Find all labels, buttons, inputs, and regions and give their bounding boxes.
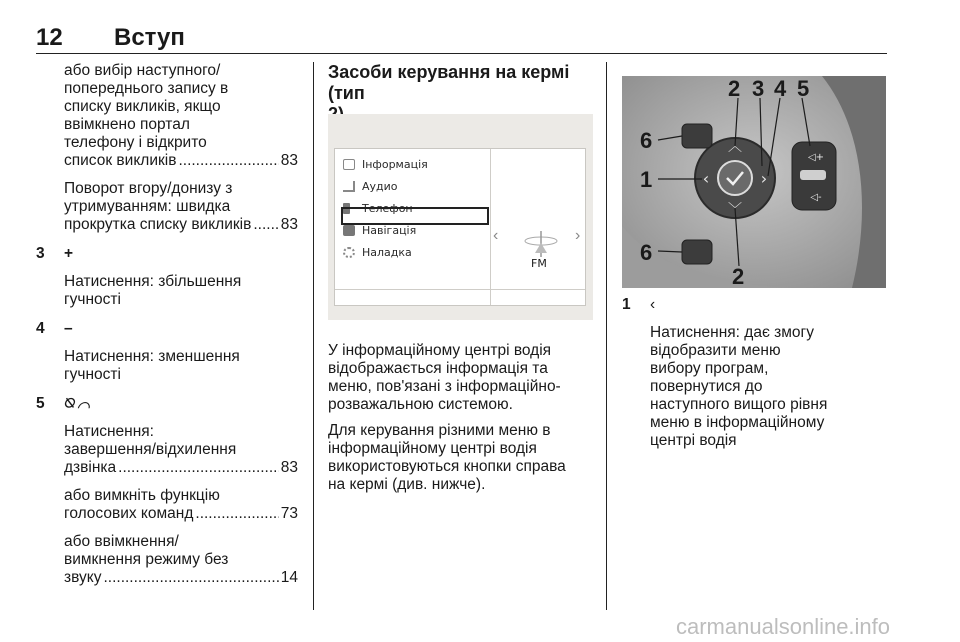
svg-text:◁-: ◁- [810, 192, 822, 203]
callout-1: 1 [640, 167, 653, 192]
toc-leader [103, 569, 278, 587]
text-line: центрі водія [650, 432, 737, 449]
text-line: розважальною системою. [328, 396, 513, 413]
text-line: Натиснення: дає змогу [650, 324, 814, 341]
body-para-1 [328, 342, 594, 414]
para-6 [36, 487, 298, 523]
toc-entry[interactable] [64, 152, 298, 170]
steering-wheel-illustration [622, 76, 886, 288]
steering-wheel-controls-diagram [622, 76, 886, 288]
menu-item-info[interactable] [343, 155, 428, 173]
text-line: У інформаційному центрі водія [328, 342, 552, 359]
toc-text: список викликів [64, 152, 177, 169]
menu-label: Навігація [362, 223, 417, 237]
toc-leader [118, 459, 279, 477]
item-number: 4 [36, 320, 45, 337]
svg-text:﹀: ﹀ [728, 202, 742, 218]
text-line: попереднього запису в [64, 80, 229, 97]
text-line: меню в інформаційному [650, 414, 825, 431]
chevron-right-icon[interactable]: › [575, 227, 581, 244]
text-line: Натиснення: [64, 423, 154, 440]
item-1-desc [622, 324, 888, 450]
callout-2-bottom: 2 [732, 264, 745, 288]
hangup-mute-icon: ⍉ ⌒ [64, 395, 90, 412]
body-para-2 [328, 422, 594, 494]
text-line: або вибір наступного/ [64, 62, 221, 79]
item-number: 3 [36, 245, 45, 262]
info-icon [343, 159, 355, 170]
toc-leader [195, 505, 278, 523]
navigation-icon [343, 225, 355, 236]
item-3-desc [36, 273, 298, 309]
menu-label: Інформація [362, 157, 428, 171]
info-display-illustration [328, 114, 593, 320]
toc-entry[interactable] [64, 216, 298, 234]
toc-leader [178, 152, 278, 170]
toc-leader [253, 216, 278, 234]
callout-6-bottom: 6 [640, 240, 653, 265]
item-4 [36, 320, 298, 338]
text-line: гучності [64, 366, 121, 383]
item-symbol: + [64, 245, 74, 262]
item-5 [36, 395, 298, 413]
toc-page: 73 [280, 505, 298, 522]
toc-text: голосових команд [64, 505, 194, 522]
text-line: утримуванням: швидка [64, 198, 231, 215]
text-line: меню, пов'язані з інформаційно- [328, 378, 561, 395]
item-5-desc [36, 423, 298, 477]
para-1 [36, 62, 298, 170]
right-column [622, 296, 888, 450]
svg-text:‹: ‹ [702, 169, 710, 188]
menu-item-audio[interactable] [343, 177, 398, 195]
column-divider-2 [606, 62, 607, 610]
para-2 [36, 180, 298, 234]
page-number: 12 [36, 24, 63, 51]
item-4-desc [36, 348, 298, 384]
toc-text: дзвінка [64, 459, 117, 476]
radio-source-label: FM [531, 257, 547, 270]
callout-5: 5 [797, 76, 810, 101]
text-line: вибору програм, [650, 360, 769, 377]
header-rule [36, 53, 887, 54]
callout-4: 4 [774, 76, 787, 101]
menu-label: Наладка [362, 245, 412, 259]
callout-3: 3 [752, 76, 765, 101]
svg-text:︿: ︿ [728, 139, 742, 155]
text-line: Для керування різними меню в [328, 422, 551, 439]
text-line: Поворот вгору/донизу з [64, 180, 233, 197]
menu-item-settings[interactable] [343, 243, 412, 261]
toc-entry[interactable] [64, 459, 298, 477]
text-line: вимкнення режиму без [64, 551, 229, 568]
left-column [36, 62, 298, 587]
music-note-icon [343, 181, 355, 192]
text-line: повернутися до [650, 378, 763, 395]
item-number: 1 [622, 296, 631, 313]
item-number: 5 [36, 395, 45, 412]
svg-text:›: › [760, 169, 768, 188]
text-line: списку викликів, якщо [64, 98, 221, 115]
text-line: наступного вищого рівня [650, 396, 828, 413]
para-7 [36, 533, 298, 587]
text-line: телефону і відкрито [64, 134, 207, 151]
chevron-left-icon[interactable]: ‹ [493, 227, 499, 244]
text-line: Натиснення: зменшення [64, 348, 240, 365]
menu-selection-frame [341, 207, 489, 225]
text-line: ввімкнено портал [64, 116, 190, 133]
item-symbol: – [64, 320, 73, 337]
heading-line: Засоби керування на кермі (тип [328, 62, 570, 103]
panel-divider [490, 149, 491, 305]
chevron-left-icon: ‹ [650, 296, 656, 313]
toc-entry[interactable] [64, 505, 298, 523]
toc-entry[interactable] [64, 569, 298, 587]
text-line: на кермі (див. нижче). [328, 476, 486, 493]
text-line: відображається інформація та [328, 360, 548, 377]
menu-label: Аудио [362, 179, 398, 193]
text-line: Натиснення: збільшення [64, 273, 242, 290]
text-line: або ввімкнення/ [64, 533, 179, 550]
svg-text:◁+: ◁+ [807, 152, 825, 163]
text-line: завершення/відхилення [64, 441, 237, 458]
toc-page: 14 [280, 569, 298, 586]
text-line: використовуються кнопки справа [328, 458, 566, 475]
panel-divider [335, 289, 585, 290]
section-title: Вступ [114, 24, 185, 51]
toc-page: 83 [280, 152, 298, 169]
gear-icon [343, 247, 355, 258]
callout-2-top: 2 [728, 76, 741, 101]
item-1 [622, 296, 888, 314]
text-line: гучності [64, 291, 121, 308]
site-watermark: carmanualsonline.info [676, 614, 891, 639]
column-divider-1 [313, 62, 314, 610]
text-line: або вимкніть функцію [64, 487, 220, 504]
callout-6-top: 6 [640, 128, 653, 153]
radio-antenna-icon [521, 229, 561, 259]
item-3 [36, 245, 298, 263]
text-line: відобразити меню [650, 342, 781, 359]
toc-text: звуку [64, 569, 102, 586]
text-line: інформаційному центрі водія [328, 440, 537, 457]
middle-body [328, 342, 594, 494]
menu-label: Телефон [362, 201, 413, 215]
toc-page: 83 [280, 216, 298, 233]
toc-text: прокрутка списку викликів [64, 216, 252, 233]
display-panel [334, 148, 586, 306]
toc-page: 83 [280, 459, 298, 476]
